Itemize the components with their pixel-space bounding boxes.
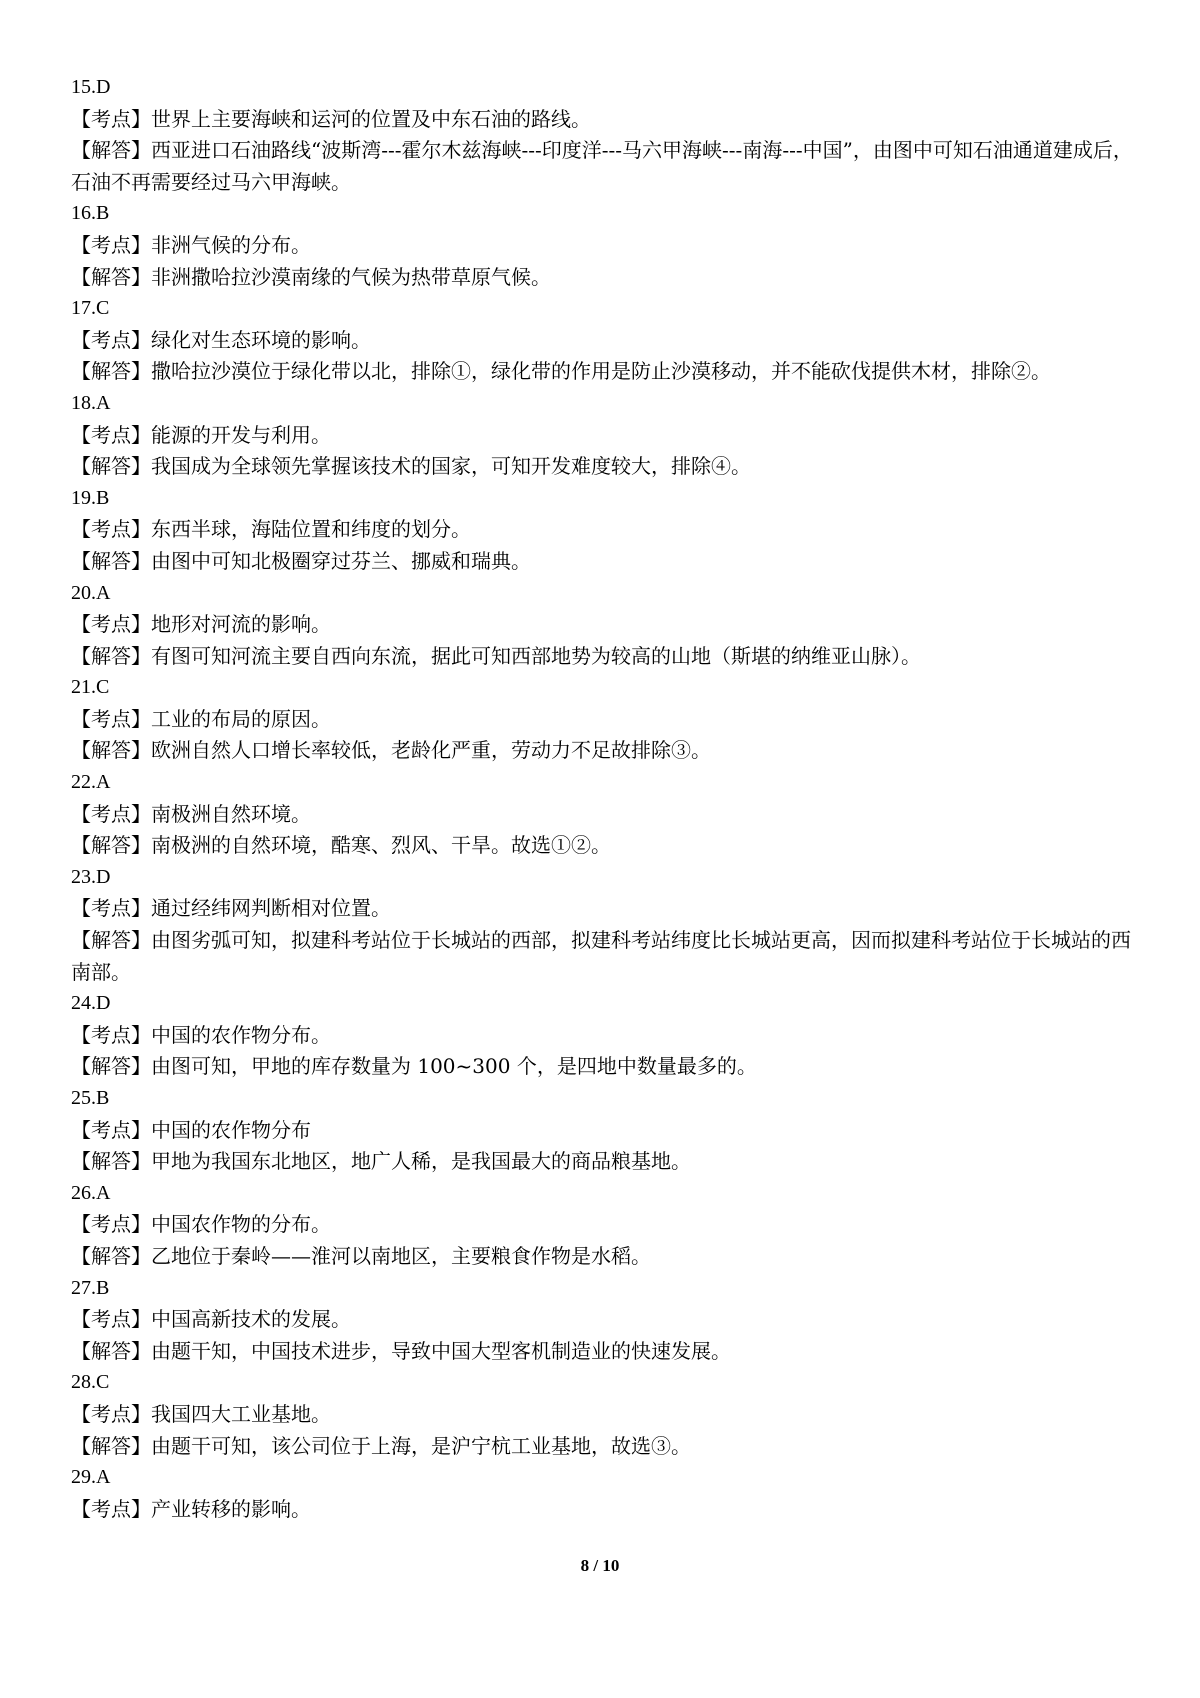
jieda-line: 【解答】由图劣弧可知，拟建科考站位于长城站的西部，拟建科考站纬度比长城站更高，因而拟建科考站位于长城站的西南部。 [71, 928, 1131, 984]
kaodian-line: 【考点】工业的布局的原因。 [71, 706, 331, 731]
kaodian-line: 【考点】中国的农作物分布。 [71, 1022, 331, 1047]
answer-key: 19.B [71, 486, 110, 509]
kaodian-line: 【考点】地形对河流的影响。 [71, 612, 331, 637]
answer-block [71, 862, 1141, 988]
answer-block [71, 988, 1141, 1083]
kaodian-line: 【考点】中国农作物的分布。 [71, 1212, 331, 1237]
answer-block [71, 72, 1141, 198]
answer-key: 18.A [71, 391, 111, 414]
answer-key: 29.A [71, 1466, 111, 1489]
answer-block [71, 1367, 1141, 1462]
kaodian-line: 【考点】绿化对生态环境的影响。 [71, 327, 371, 352]
page-number: 8 / 10 [580, 1556, 620, 1575]
answer-key: 20.A [71, 581, 111, 604]
answer-key: 28.C [71, 1371, 110, 1394]
jieda-line: 【解答】由题干知，中国技术进步，导致中国大型客机制造业的快速发展。 [71, 1338, 731, 1363]
answer-key: 22.A [71, 771, 111, 794]
answer-key: 25.B [71, 1087, 110, 1109]
jieda-line: 【解答】我国成为全球领先掌握该技术的国家，可知开发难度较大，排除④。 [71, 454, 751, 479]
answer-block [71, 1083, 1141, 1178]
answer-key: 24.D [71, 992, 111, 1015]
answer-block [71, 1462, 1141, 1525]
answer-block [71, 1273, 1141, 1368]
jieda-line: 【解答】撒哈拉沙漠位于绿化带以北，排除①，绿化带的作用是防止沙漠移动，并不能砍伐提供木材，排除②。 [71, 359, 1051, 384]
answer-key: 16.B [71, 202, 110, 225]
answer-block [71, 767, 1141, 862]
jieda-line: 【解答】欧洲自然人口增长率较低，老龄化严重，劳动力不足故排除③。 [71, 738, 711, 763]
answer-key: 17.C [71, 297, 110, 320]
answer-key: 23.D [71, 865, 111, 888]
answer-key: 26.A [71, 1181, 111, 1204]
answer-key: 27.B [71, 1276, 110, 1299]
jieda-line: 【解答】有图可知河流主要自西向东流，据此可知西部地势为较高的山地（斯堪的纳维亚山脉）。 [71, 643, 921, 668]
jieda-line: 【解答】南极洲的自然环境，酷寒、烈风、干旱。故选①②。 [71, 833, 611, 858]
answer-key: 15.D [71, 76, 111, 98]
jieda-line: 【解答】由图中可知北极圈穿过芬兰、挪威和瑞典。 [71, 548, 531, 573]
kaodian-line: 【考点】能源的开发与利用。 [71, 422, 331, 447]
kaodian-line: 【考点】产业转移的影响。 [71, 1496, 311, 1521]
jieda-line: 【解答】乙地位于秦岭——淮河以南地区，主要粮食作物是水稻。 [71, 1243, 651, 1268]
answer-block [71, 578, 1141, 673]
answer-block [71, 672, 1141, 767]
answer-block [71, 483, 1141, 578]
answer-key: 21.C [71, 676, 110, 699]
kaodian-line: 【考点】南极洲自然环境。 [71, 801, 311, 826]
kaodian-line: 【考点】中国的农作物分布 [71, 1117, 311, 1142]
jieda-line: 【解答】西亚进口石油路线“波斯湾---霍尔木兹海峡---印度洋---马六甲海峡---南海---中国”，由图中可知石油通道建成后，石油不再需要经过马六甲海峡。 [71, 138, 1133, 194]
answer-block [71, 198, 1141, 293]
kaodian-line: 【考点】东西半球，海陆位置和纬度的划分。 [71, 517, 471, 542]
jieda-line: 【解答】由图可知，甲地的库存数量为 100~300 个，是四地中数量最多的。 [71, 1054, 757, 1079]
kaodian-line: 【考点】世界上主要海峡和运河的位置及中东石油的路线。 [71, 106, 591, 131]
kaodian-line: 【考点】非洲气候的分布。 [71, 232, 311, 257]
answer-document [71, 72, 1141, 1525]
kaodian-line: 【考点】我国四大工业基地。 [71, 1401, 331, 1426]
answer-block [71, 1178, 1141, 1273]
answer-block [71, 293, 1141, 388]
jieda-line: 【解答】由题干可知，该公司位于上海，是沪宁杭工业基地，故选③。 [71, 1433, 691, 1458]
kaodian-line: 【考点】中国高新技术的发展。 [71, 1307, 351, 1332]
jieda-line: 【解答】非洲撒哈拉沙漠南缘的气候为热带草原气候。 [71, 264, 551, 289]
jieda-line: 【解答】甲地为我国东北地区，地广人稀，是我国最大的商品粮基地。 [71, 1149, 691, 1174]
answer-block [71, 388, 1141, 483]
kaodian-line: 【考点】通过经纬网判断相对位置。 [71, 896, 391, 921]
